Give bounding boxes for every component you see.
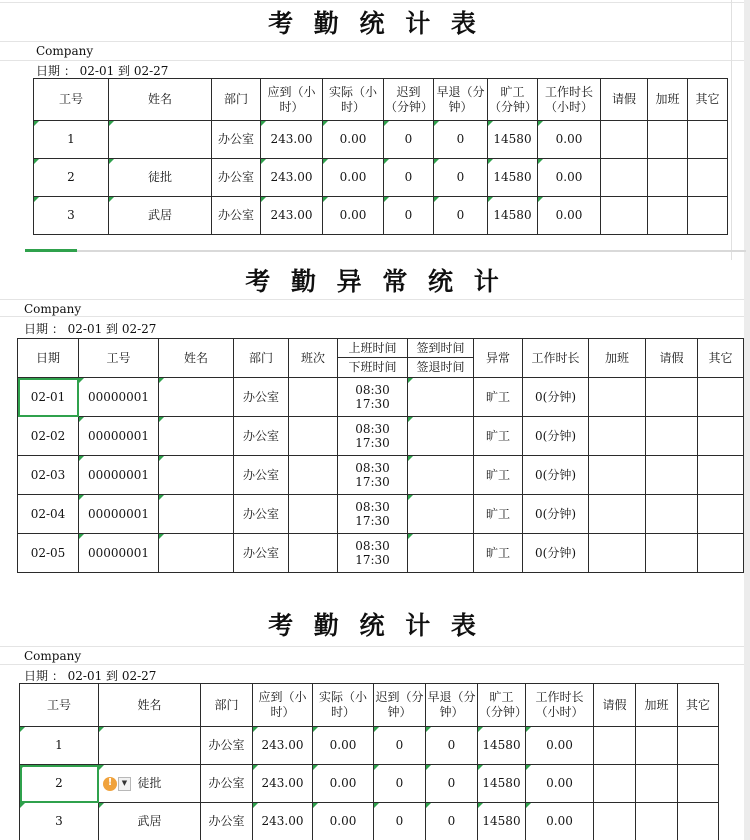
cell[interactable] — [678, 803, 719, 840]
cell[interactable]: 0.00 — [538, 121, 601, 159]
cell[interactable] — [159, 534, 234, 573]
cell[interactable] — [159, 378, 234, 417]
cell[interactable]: 00000001 — [79, 534, 159, 573]
cell[interactable]: 0.00 — [526, 765, 594, 803]
company-label: Company — [24, 302, 82, 316]
table-header-row — [20, 684, 719, 727]
cell[interactable]: 2 — [34, 159, 109, 197]
cell[interactable] — [289, 417, 338, 456]
company-label: Company — [24, 649, 82, 663]
gridline — [0, 646, 750, 647]
date-range-label: 日期 ： 02-01 到 02-27 — [24, 322, 157, 336]
selected-cell[interactable]: 02-01 — [18, 378, 79, 417]
cell[interactable]: 14580 — [478, 727, 526, 765]
cell[interactable]: 243.00 — [261, 197, 323, 235]
selected-cell[interactable]: 2 — [20, 765, 99, 803]
header-cell[interactable]: 请假 — [594, 684, 636, 727]
table-row — [20, 803, 719, 840]
header-cell[interactable]: 迟到（分钟） — [384, 79, 434, 121]
page-title: 考 勤 异 常 统 计 — [245, 267, 505, 296]
header-cell[interactable]: 应到（小时） — [261, 79, 323, 121]
header-cell[interactable]: 旷工（分钟） — [478, 684, 526, 727]
cell[interactable]: 0.00 — [526, 803, 594, 840]
header-cell[interactable]: 加班 — [636, 684, 678, 727]
cell[interactable]: 1 — [34, 121, 109, 159]
cell[interactable]: 0 — [426, 765, 478, 803]
table-row — [34, 159, 728, 197]
page-edge — [744, 0, 750, 840]
cell[interactable] — [159, 456, 234, 495]
cell[interactable]: 旷工 — [474, 417, 523, 456]
cell[interactable] — [589, 378, 646, 417]
header-cell[interactable]: 实际（小时） — [313, 684, 374, 727]
cell[interactable]: 旷工 — [474, 495, 523, 534]
cell[interactable] — [698, 534, 744, 573]
page-title: 考 勤 统 计 表 — [268, 9, 482, 38]
cell[interactable] — [99, 765, 201, 803]
company-label: Company — [36, 44, 94, 58]
cell[interactable]: 0 — [384, 159, 434, 197]
table-row — [18, 378, 744, 417]
cell[interactable]: 办公室 — [201, 803, 253, 840]
cell[interactable]: 武居 — [109, 197, 212, 235]
table-row — [34, 121, 728, 159]
header-cell[interactable]: 请假 — [601, 79, 648, 121]
header-cell[interactable]: 加班 — [648, 79, 688, 121]
cell[interactable]: 0.00 — [538, 197, 601, 235]
cell[interactable]: 徒批 — [109, 159, 212, 197]
cell[interactable] — [109, 121, 212, 159]
header-cell[interactable]: 迟到（分钟） — [374, 684, 426, 727]
error-warning-icon[interactable] — [103, 777, 131, 791]
cell[interactable] — [289, 495, 338, 534]
cell[interactable]: 旷工 — [474, 456, 523, 495]
cell[interactable] — [594, 803, 636, 840]
cell[interactable]: 0.00 — [526, 727, 594, 765]
cell[interactable]: 243.00 — [253, 803, 313, 840]
cell[interactable]: 0 — [434, 121, 488, 159]
header-cell[interactable]: 加班 — [589, 339, 646, 378]
cell[interactable]: 办公室 — [212, 197, 261, 235]
cell[interactable] — [589, 534, 646, 573]
header-cell[interactable]: 早退（分钟） — [434, 79, 488, 121]
cell[interactable]: 办公室 — [234, 417, 289, 456]
cell[interactable]: 3 — [34, 197, 109, 235]
page-title: 考 勤 统 计 表 — [268, 611, 482, 640]
header-cell[interactable]: 日期 — [18, 339, 79, 378]
header-cell[interactable]: 部门 — [212, 79, 261, 121]
cell[interactable] — [159, 495, 234, 534]
cell[interactable] — [601, 159, 648, 197]
gridline — [77, 250, 746, 252]
cell[interactable] — [646, 378, 698, 417]
header-cell[interactable]: 异常 — [474, 339, 523, 378]
header-cell[interactable]: 签到时间 — [408, 339, 474, 358]
cell[interactable] — [698, 378, 744, 417]
header-cell[interactable]: 工号 — [34, 79, 109, 121]
gridline — [0, 60, 746, 61]
gridline — [0, 41, 746, 42]
attendance-summary-table-2 — [19, 683, 719, 840]
header-cell[interactable]: 部门 — [234, 339, 289, 378]
cell[interactable]: 243.00 — [253, 765, 313, 803]
cell[interactable]: 0 — [374, 803, 426, 840]
attendance-anomaly-table — [17, 338, 744, 573]
cell[interactable] — [646, 417, 698, 456]
cell[interactable] — [408, 495, 474, 534]
cell[interactable]: 14580 — [488, 121, 538, 159]
cell[interactable]: 0 — [374, 727, 426, 765]
cell[interactable]: 办公室 — [234, 456, 289, 495]
cell[interactable]: 14580 — [488, 159, 538, 197]
table-row — [18, 456, 744, 495]
header-cell[interactable]: 早退（分钟） — [426, 684, 478, 727]
cell[interactable]: 14580 — [488, 197, 538, 235]
gridline — [0, 316, 746, 317]
cell[interactable] — [646, 456, 698, 495]
table-row — [34, 197, 728, 235]
cell[interactable] — [601, 121, 648, 159]
table-row — [20, 727, 719, 765]
cell[interactable] — [688, 159, 728, 197]
cell[interactable] — [678, 727, 719, 765]
cell[interactable]: 14580 — [478, 803, 526, 840]
cell[interactable] — [408, 417, 474, 456]
cell[interactable]: 0 — [426, 727, 478, 765]
table-row — [18, 534, 744, 573]
cell[interactable]: 00000001 — [79, 417, 159, 456]
cell[interactable] — [648, 197, 688, 235]
cell[interactable]: 0 — [426, 803, 478, 840]
cell[interactable]: 0 — [384, 121, 434, 159]
header-cell[interactable]: 姓名 — [99, 684, 201, 727]
header-cell[interactable]: 下班时间 — [338, 358, 408, 378]
cell[interactable]: 0(分钟) — [523, 456, 589, 495]
cell[interactable] — [646, 495, 698, 534]
cell[interactable]: 0.00 — [323, 197, 384, 235]
cell[interactable]: 02-03 — [18, 456, 79, 495]
cell[interactable] — [408, 456, 474, 495]
cell[interactable]: 办公室 — [201, 727, 253, 765]
cell[interactable] — [698, 417, 744, 456]
cell[interactable]: 旷工 — [474, 378, 523, 417]
cell[interactable]: 243.00 — [253, 727, 313, 765]
table-header-row — [18, 339, 744, 358]
cell[interactable]: 0.00 — [313, 765, 374, 803]
cell[interactable] — [289, 378, 338, 417]
gridline — [0, 664, 750, 665]
cell[interactable] — [698, 456, 744, 495]
cell[interactable] — [688, 121, 728, 159]
header-cell[interactable]: 实际（小时） — [323, 79, 384, 121]
cell[interactable]: 武居 — [99, 803, 201, 840]
header-cell[interactable]: 上班时间 — [338, 339, 408, 358]
cell[interactable] — [601, 197, 648, 235]
cell[interactable] — [594, 727, 636, 765]
cell[interactable]: 08:30 17:30 — [338, 456, 408, 495]
cell[interactable]: 02-05 — [18, 534, 79, 573]
cell[interactable]: 3 — [20, 803, 99, 840]
header-cell[interactable]: 工号 — [20, 684, 99, 727]
dropdown-arrow-icon[interactable]: ▼ — [118, 777, 131, 791]
cell[interactable]: 办公室 — [201, 765, 253, 803]
exclamation-icon: ! — [103, 777, 117, 791]
cell[interactable]: 00000001 — [79, 378, 159, 417]
cell[interactable]: 08:30 17:30 — [338, 495, 408, 534]
header-cell[interactable]: 工号 — [79, 339, 159, 378]
cell[interactable]: 0.00 — [323, 159, 384, 197]
cell[interactable]: 办公室 — [234, 495, 289, 534]
header-cell[interactable]: 请假 — [646, 339, 698, 378]
cell[interactable] — [159, 417, 234, 456]
cell[interactable] — [636, 765, 678, 803]
header-cell[interactable]: 班次 — [289, 339, 338, 378]
header-cell[interactable]: 工作时长（小时） — [538, 79, 601, 121]
date-range-label: 日期 ： 02-01 到 02-27 — [36, 64, 169, 78]
header-cell[interactable]: 其它 — [688, 79, 728, 121]
cell[interactable] — [688, 197, 728, 235]
cell[interactable]: 02-04 — [18, 495, 79, 534]
selection-edge-line — [25, 249, 77, 252]
date-range-label: 日期 ： 02-01 到 02-27 — [24, 669, 157, 683]
cell[interactable]: 0 — [384, 197, 434, 235]
gridline — [0, 2, 750, 3]
cell[interactable] — [289, 534, 338, 573]
header-cell[interactable]: 其它 — [678, 684, 719, 727]
cell[interactable]: 办公室 — [212, 159, 261, 197]
cell[interactable] — [636, 727, 678, 765]
header-cell[interactable]: 工作时长（小时） — [526, 684, 594, 727]
cell[interactable]: 00000001 — [79, 456, 159, 495]
cell[interactable]: 08:30 17:30 — [338, 534, 408, 573]
cell[interactable]: 0(分钟) — [523, 417, 589, 456]
table-header-row — [34, 79, 728, 121]
cell[interactable]: 243.00 — [261, 121, 323, 159]
cell[interactable]: 0 — [374, 765, 426, 803]
cell[interactable]: 14580 — [478, 765, 526, 803]
cell[interactable] — [636, 803, 678, 840]
cell[interactable] — [648, 121, 688, 159]
cell[interactable]: 办公室 — [234, 534, 289, 573]
header-cell[interactable]: 旷工（分钟） — [488, 79, 538, 121]
cell[interactable]: 08:30 17:30 — [338, 378, 408, 417]
cell[interactable]: 旷工 — [474, 534, 523, 573]
cell[interactable]: 0(分钟) — [523, 495, 589, 534]
cell[interactable] — [589, 417, 646, 456]
cell[interactable] — [698, 495, 744, 534]
header-cell[interactable]: 工作时长 — [523, 339, 589, 378]
cell[interactable] — [594, 765, 636, 803]
table-row — [18, 495, 744, 534]
cell[interactable] — [408, 534, 474, 573]
header-cell[interactable]: 姓名 — [159, 339, 234, 378]
attendance-summary-table — [33, 78, 728, 235]
cell[interactable]: 0(分钟) — [523, 378, 589, 417]
header-cell[interactable]: 应到（小时） — [253, 684, 313, 727]
cell[interactable]: 0 — [434, 159, 488, 197]
header-cell[interactable]: 其它 — [698, 339, 744, 378]
cell[interactable] — [289, 456, 338, 495]
cell[interactable] — [678, 765, 719, 803]
cell[interactable] — [648, 159, 688, 197]
cell[interactable]: 0.00 — [313, 803, 374, 840]
cell[interactable]: 08:30 17:30 — [338, 417, 408, 456]
cell[interactable] — [589, 456, 646, 495]
cell[interactable] — [589, 495, 646, 534]
cell[interactable]: 0.00 — [313, 727, 374, 765]
table-row — [18, 417, 744, 456]
header-cell[interactable]: 签退时间 — [408, 358, 474, 378]
cell[interactable] — [408, 378, 474, 417]
cell[interactable]: 00000001 — [79, 495, 159, 534]
header-cell[interactable]: 姓名 — [109, 79, 212, 121]
cell[interactable]: 0(分钟) — [523, 534, 589, 573]
cell-text: 徒批 — [137, 776, 162, 790]
cell[interactable]: 0 — [434, 197, 488, 235]
cell[interactable] — [646, 534, 698, 573]
cell[interactable]: 办公室 — [212, 121, 261, 159]
cell[interactable]: 办公室 — [234, 378, 289, 417]
cell[interactable]: 1 — [20, 727, 99, 765]
header-cell[interactable]: 部门 — [201, 684, 253, 727]
cell[interactable]: 0.00 — [538, 159, 601, 197]
cell[interactable]: 02-02 — [18, 417, 79, 456]
cell[interactable]: 243.00 — [261, 159, 323, 197]
table-row — [20, 765, 719, 803]
cell[interactable] — [99, 727, 201, 765]
cell[interactable]: 0.00 — [323, 121, 384, 159]
gridline — [0, 299, 746, 300]
